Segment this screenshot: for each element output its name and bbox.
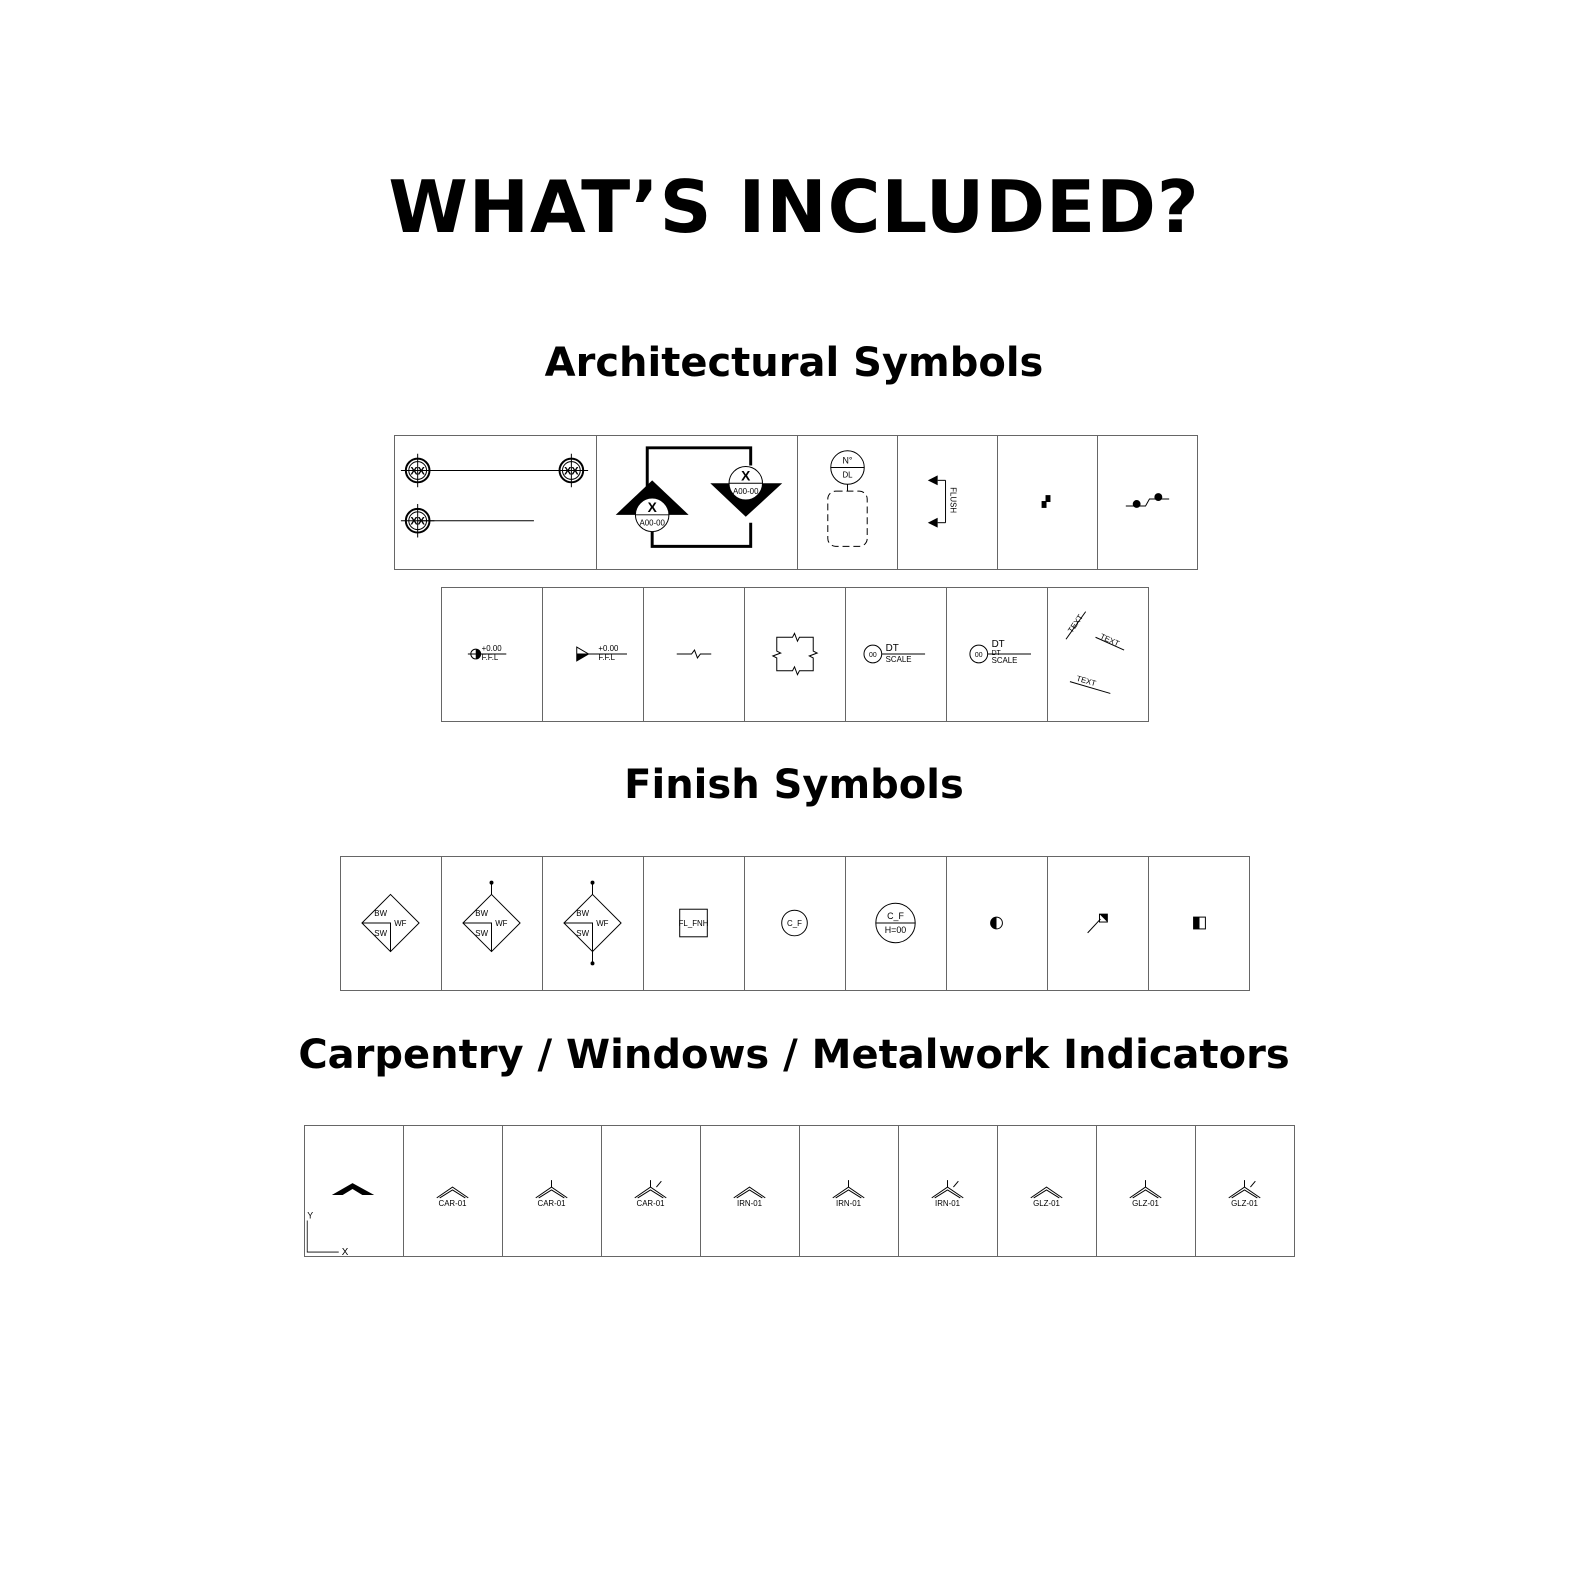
tag-chevron-icon [998, 1126, 1096, 1256]
finish-diamond-double-leader-icon [543, 857, 643, 990]
finish-sw-2: SW [475, 928, 488, 938]
level-value-2: +0.00 [598, 644, 619, 654]
grid-bubble-icon [395, 436, 596, 569]
ironwork-tag-3 [899, 1125, 998, 1257]
text-annotation-symbol [1048, 587, 1149, 722]
grid-label-2: XX [564, 465, 579, 478]
break-symbol [998, 435, 1098, 570]
axis-x-label: X [341, 1247, 349, 1256]
carpentry-tag-3 [602, 1125, 701, 1257]
section-mark-symbol [597, 435, 798, 570]
ffl-label-1: F.F.L [481, 652, 499, 662]
floor-finish-label: FL_FNH [678, 918, 709, 928]
tag-chevron-double-pin-icon [602, 1126, 700, 1256]
floor-finish-icon [644, 857, 744, 990]
tag-label: CAR-01 [537, 1198, 566, 1208]
detail-tag-alt-icon [947, 588, 1047, 721]
detail-dt-label-2: DT [991, 639, 1005, 651]
flush-arrow-icon [898, 436, 997, 569]
break-mark-icon [998, 436, 1097, 569]
detail-tag-symbol-1 [846, 587, 947, 722]
level-marker-symbol-1 [442, 587, 543, 722]
tag-label: CAR-01 [438, 1198, 467, 1208]
floor-finish-symbol [644, 856, 745, 991]
detail-number-2: 00 [974, 651, 983, 659]
finish-wf-1: WF [394, 918, 407, 928]
text-label-2: TEXT [1098, 631, 1121, 649]
leader-marker-symbol [1048, 856, 1149, 991]
section-arrow-icon [597, 436, 797, 569]
finish-wf-2: WF [495, 918, 508, 928]
page-title: WHAT’S INCLUDED? [388, 165, 1200, 249]
text-label-1: TEXT [1066, 612, 1086, 635]
finish-diamond-symbol-1 [341, 856, 442, 991]
level-triangle-icon [543, 588, 643, 721]
break-line-symbol [644, 587, 745, 722]
door-tag-symbol [798, 435, 898, 570]
ironwork-tag-2 [800, 1125, 899, 1257]
glazing-tag-2 [1097, 1125, 1196, 1257]
half-circle-marker-symbol [947, 856, 1048, 991]
ironwork-tag-1 [701, 1125, 800, 1257]
detail-scale-label-2: SCALE [991, 655, 1018, 665]
door-tag-icon [798, 436, 897, 569]
glazing-tag-3 [1196, 1125, 1295, 1257]
section-mark-label-1: X [647, 499, 657, 515]
detail-number-1: 00 [869, 651, 877, 659]
ceiling-height-icon [846, 857, 946, 990]
level-change-symbol [1098, 435, 1198, 570]
tag-label: GLZ-01 [1132, 1198, 1159, 1208]
ceiling-finish-icon [745, 857, 845, 990]
indicator-base-symbol [305, 1125, 404, 1257]
finish-sw-1: SW [374, 928, 387, 938]
finish-bw-2: BW [475, 909, 488, 919]
level-change-icon [1098, 436, 1197, 569]
column-symbol [745, 587, 846, 722]
finish-sw-3: SW [576, 928, 589, 938]
column-break-icon [745, 588, 845, 721]
tag-chevron-double-pin-icon [1196, 1126, 1294, 1256]
ceiling-finish-symbol [745, 856, 846, 991]
ceiling-height-cf-label: C_F [887, 911, 904, 922]
tag-label: IRN-01 [935, 1198, 960, 1208]
detail-dt-sub-label: DT [991, 649, 1001, 657]
tag-chevron-pin-icon [503, 1126, 601, 1256]
axis-y-label: Y [307, 1210, 314, 1221]
ceiling-finish-label: C_F [787, 918, 802, 928]
finish-diamond-icon [341, 857, 441, 990]
half-circle-icon [947, 857, 1047, 990]
tag-label: CAR-01 [636, 1198, 665, 1208]
flush-symbol [898, 435, 998, 570]
architectural-symbols-row-2 [441, 587, 1149, 722]
carpentry-tag-1 [404, 1125, 503, 1257]
tag-label: IRN-01 [737, 1198, 762, 1208]
tag-label: IRN-01 [836, 1198, 861, 1208]
door-dl-label: DL [842, 470, 853, 480]
half-square-icon [1149, 857, 1249, 990]
carpentry-tag-2 [503, 1125, 602, 1257]
tag-chevron-icon [701, 1126, 799, 1256]
text-annotation-icon [1048, 588, 1148, 721]
ffl-label-2: F.F.L [598, 652, 616, 662]
text-label-3: TEXT [1075, 673, 1098, 689]
section-mark-label-2: X [741, 468, 751, 484]
detail-dt-label-1: DT [885, 643, 899, 655]
grid-label-1: XX [410, 465, 425, 478]
ceiling-height-value: H=00 [884, 924, 907, 935]
tag-chevron-icon [404, 1126, 502, 1256]
door-number-label: N° [842, 455, 853, 466]
architectural-symbols-row-1 [394, 435, 1198, 570]
detail-tag-symbol-2 [947, 587, 1048, 722]
break-line-icon [644, 588, 744, 721]
finish-bw-1: BW [374, 909, 387, 919]
level-marker-icon [442, 588, 542, 721]
finish-wf-3: WF [596, 918, 609, 928]
tag-chevron-double-pin-icon [899, 1126, 997, 1256]
leader-square-icon [1048, 857, 1148, 990]
ceiling-height-symbol [846, 856, 947, 991]
level-marker-symbol-2 [543, 587, 644, 722]
section-heading-architectural: Architectural Symbols [544, 340, 1044, 386]
sheet-ref-label-1: A00-00 [639, 518, 665, 528]
carpentry-indicators-row [304, 1125, 1295, 1257]
tag-label: GLZ-01 [1033, 1198, 1060, 1208]
finish-diamond-leader-icon [442, 857, 542, 990]
tag-chevron-pin-icon [800, 1126, 898, 1256]
glazing-tag-1 [998, 1125, 1097, 1257]
detail-tag-icon [846, 588, 946, 721]
flush-label: FLUSH [948, 487, 958, 514]
grid-line-symbol [395, 435, 597, 570]
section-heading-carpentry: Carpentry / Windows / Metalwork Indicators [298, 1032, 1290, 1078]
detail-scale-label-1: SCALE [885, 654, 912, 664]
level-value-1: +0.00 [481, 644, 502, 654]
tag-label: GLZ-01 [1231, 1198, 1258, 1208]
grid-label-3: XX [410, 515, 425, 528]
finish-bw-3: BW [576, 909, 589, 919]
sheet-ref-label-2: A00-00 [733, 487, 759, 497]
finish-symbols-row [340, 856, 1250, 991]
chevron-indicator-icon [305, 1126, 403, 1256]
finish-diamond-symbol-3 [543, 856, 644, 991]
half-square-marker-symbol [1149, 856, 1250, 991]
tag-chevron-pin-icon [1097, 1126, 1195, 1256]
section-heading-finish: Finish Symbols [624, 762, 964, 808]
finish-diamond-symbol-2 [442, 856, 543, 991]
